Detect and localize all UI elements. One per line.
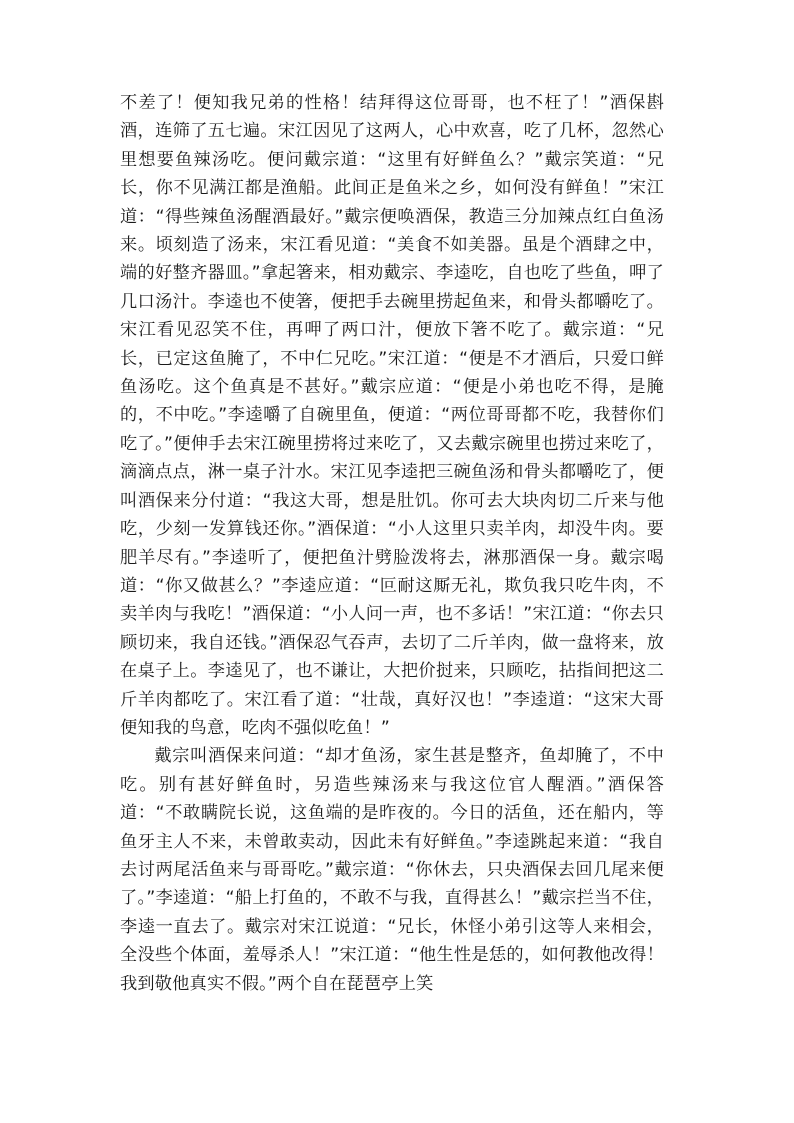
paragraph-1: 不差了！便知我兄弟的性格！结拜得这位哥哥，也不枉了！”酒保斟酒，连筛了五七遍。宋江因见了这两人，心中欢喜，吃了几杯，忽然心里想要鱼辣汤吃。便问戴宗道：“这里有好鲜鱼么？”戴宗笑道：“兄长，你不见满江都是渔船。此间正是鱼米之乡，如何没有鲜鱼！”宋江道：“得些辣鱼汤醒酒最好。”戴宗便唤酒保，教造三分加辣点红白鱼汤来。顷刻造了汤来，宋江看见道：“美食不如美器。虽是个酒肆之中，端的好整齐器皿。”拿起箸来，相劝戴宗、李逵吃，自也吃了些鱼，呷了几口汤汁。李逵也不使箸，便把手去碗里捞起鱼来，和骨头都嚼吃了。宋江看见忍笑不住，再呷了两口汁，便放下箸不吃了。戴宗道：“兄长，已定这鱼腌了，不中仁兄吃。”宋江道：“便是不才酒后，只爱口鲜鱼汤吃。这个鱼真是不甚好。”戴宗应道：“便是小弟也吃不得，是腌的，不中吃。”李逵嚼了自碗里鱼，便道：“两位哥哥都不吃，我替你们吃了。”便伸手去宋江碗里捞将过来吃了，又去戴宗碗里也捞过来吃了，滴滴点点，淋一桌子汁水。宋江见李逵把三碗鱼汤和骨头都嚼吃了，便叫酒保来分付道：“我这大哥，想是肚饥。你可去大块肉切二斤来与他吃，少刻一发算钱还你。”酒保道：“小人这里只卖羊肉，却没牛肉。要肥羊尽有。”李逵听了，便把鱼汁劈脸泼将去，淋那酒保一身。戴宗喝道：“你又做甚么？”李逵应道：“叵耐这厮无礼，欺负我只吃牛肉，不卖羊肉与我吃！”酒保道：“小人问一声，也不多话！”宋江道：“你去只顾切来，我自还钱。”酒保忍气吞声，去切了二斤羊肉，做一盘将来，放在桌子上。李逵见了，也不谦让，大把价挝来，只顾吃，拈指间把这二斤羊肉都吃了。宋江看了道：“壮哉，真好汉也！”李逵道：“这宋大哥便知我的鸟意，吃肉不强似吃鱼！”: [120, 93, 664, 738]
paragraph-2: 戴宗叫酒保来问道：“却才鱼汤，家生甚是整齐，鱼却腌了，不中吃。别有甚好鲜鱼时，另造些辣汤来与我这位官人醒酒。”酒保答道：“不敢瞒院长说，这鱼端的是昨夜的。今日的活鱼，还在船内，等鱼牙主人不来，未曾敢卖动，因此未有好鲜鱼。”李逵跳起来道：“我自去讨两尾活鱼来与哥哥吃。”戴宗道：“你休去，只央酒保去回几尾来便了。”李逵道：“船上打鱼的，不敢不与我，直得甚么！”戴宗拦当不住，李逵一直去了。戴宗对宋江说道：“兄长，休怪小弟引这等人来相会，全没些个体面，羞辱杀人！”宋江道：“他生性是恁的，如何教他改得！我到敬他真实不假。”两个自在琵琶亭上笑: [120, 746, 664, 994]
document-page: [120, 89, 664, 998]
